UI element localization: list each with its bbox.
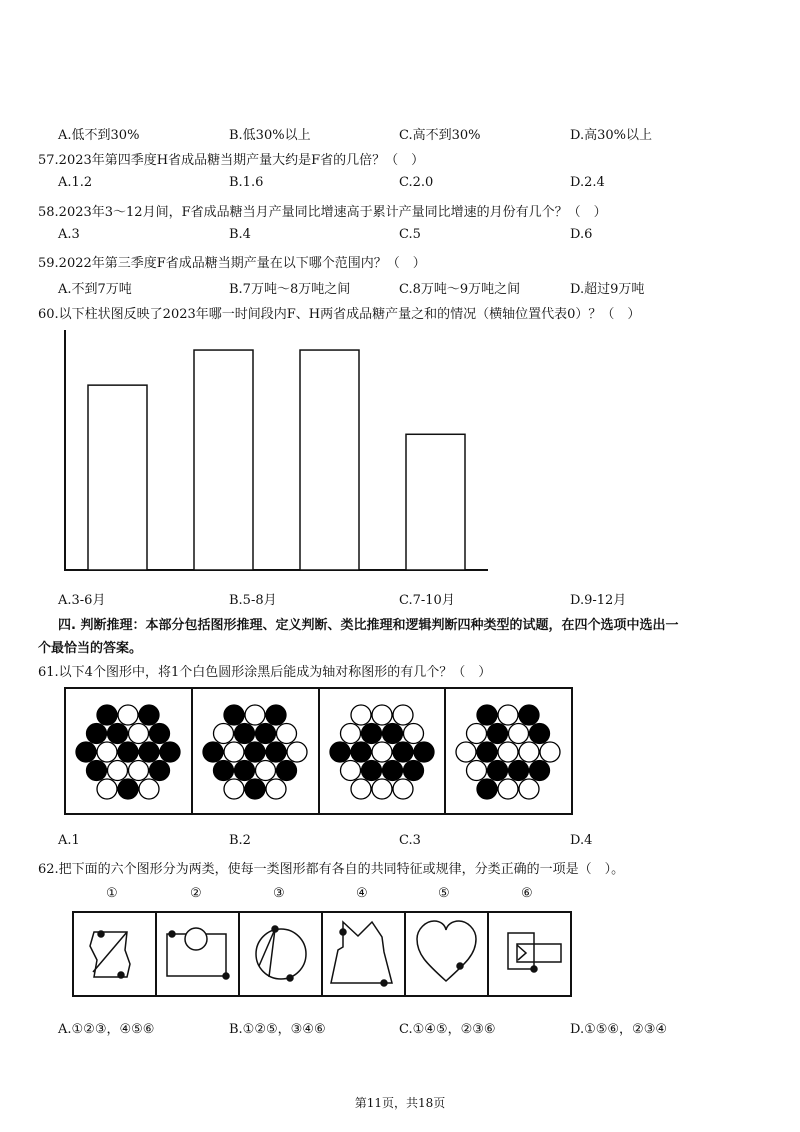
q60-option-c: C.7-10月 xyxy=(399,593,455,608)
q58-option-b: B.4 xyxy=(229,227,251,242)
q62-option-a: A.①②③，④⑤⑥ xyxy=(58,1022,155,1037)
q57-text: 57.2023年第四季度H省成品糖当期产量大约是F省的几倍？（ ） xyxy=(38,153,425,168)
q62-figure-3 xyxy=(256,926,306,981)
q62-label-1: ① xyxy=(106,886,118,901)
q62-label-4: ④ xyxy=(356,886,368,901)
q62-option-c: C.①④⑤，②③⑥ xyxy=(399,1022,496,1037)
q59-option-b: B.7万吨～8万吨之间 xyxy=(229,282,351,297)
q62-figure-1 xyxy=(90,931,130,978)
q57-option-a: A.1.2 xyxy=(58,175,93,190)
q56-option-b: B.低30%以上 xyxy=(229,128,311,143)
q56-option-d: D.高30%以上 xyxy=(570,128,652,143)
q59-text: 59.2022年第三季度F省成品糖当期产量在以下哪个范围内？（ ） xyxy=(38,256,426,271)
q62-label-5: ⑤ xyxy=(438,886,450,901)
q60-option-a: A.3-6月 xyxy=(58,593,106,608)
q58-option-c: C.5 xyxy=(399,227,421,242)
q57-option-d: D.2.4 xyxy=(570,175,605,190)
page-footer: 第11页，共18页 xyxy=(354,1096,446,1110)
q59-option-d: D.超过9万吨 xyxy=(570,282,645,297)
q56-option-a: A.低不到30% xyxy=(58,128,140,143)
q62-option-b: B.①②⑤，③④⑥ xyxy=(229,1022,326,1037)
q57-option-b: B.1.6 xyxy=(229,175,264,190)
q62-label-6: ⑥ xyxy=(521,886,533,901)
q61-option-d: D.4 xyxy=(570,833,593,848)
q62-text: 62.把下面的六个图形分为两类，使每一类图形都有各自的共同特征或规律，分类正确的一项是（ ）。 xyxy=(38,862,625,877)
q57-option-c: C.2.0 xyxy=(399,175,434,190)
q62-figure-6 xyxy=(508,933,561,972)
q62-figure-5 xyxy=(417,921,476,981)
section4-heading-line2: 个最恰当的答案。 xyxy=(38,641,143,656)
q61-option-b: B.2 xyxy=(229,833,251,848)
section4-heading-line1: 四. 判断推理：本部分包括图形推理、定义判断、类比推理和逻辑判断四种类型的试题，在四个选项中选出一 xyxy=(58,618,679,633)
q62-figure-2 xyxy=(167,928,229,979)
q59-option-c: C.8万吨～9万吨之间 xyxy=(399,282,521,297)
q60-option-d: D.9-12月 xyxy=(570,593,627,608)
q58-text: 58.2023年3～12月间，F省成品糖当月产量同比增速高于累计产量同比增速的月份有几个？（ ） xyxy=(38,205,607,220)
q62-label-2: ② xyxy=(190,886,202,901)
q62-figure-4 xyxy=(331,922,392,986)
q59-option-a: A.不到7万吨 xyxy=(58,282,132,297)
q60-option-b: B.5-8月 xyxy=(229,593,277,608)
q58-option-a: A.3 xyxy=(58,227,80,242)
q60-text: 60.以下柱状图反映了2023年哪一时间段内F、H两省成品糖产量之和的情况（横轴位置代表0）？（ ） xyxy=(38,307,641,322)
q61-text: 61.以下4个图形中，将1个白色圆形涂黑后能成为轴对称图形的有几个？（ ） xyxy=(38,665,492,680)
q56-option-c: C.高不到30% xyxy=(399,128,481,143)
q58-option-d: D.6 xyxy=(570,227,593,242)
q61-option-c: C.3 xyxy=(399,833,421,848)
q62-option-d: D.①⑤⑥，②③④ xyxy=(570,1022,668,1037)
q62-label-3: ③ xyxy=(273,886,285,901)
q61-option-a: A.1 xyxy=(58,833,80,848)
